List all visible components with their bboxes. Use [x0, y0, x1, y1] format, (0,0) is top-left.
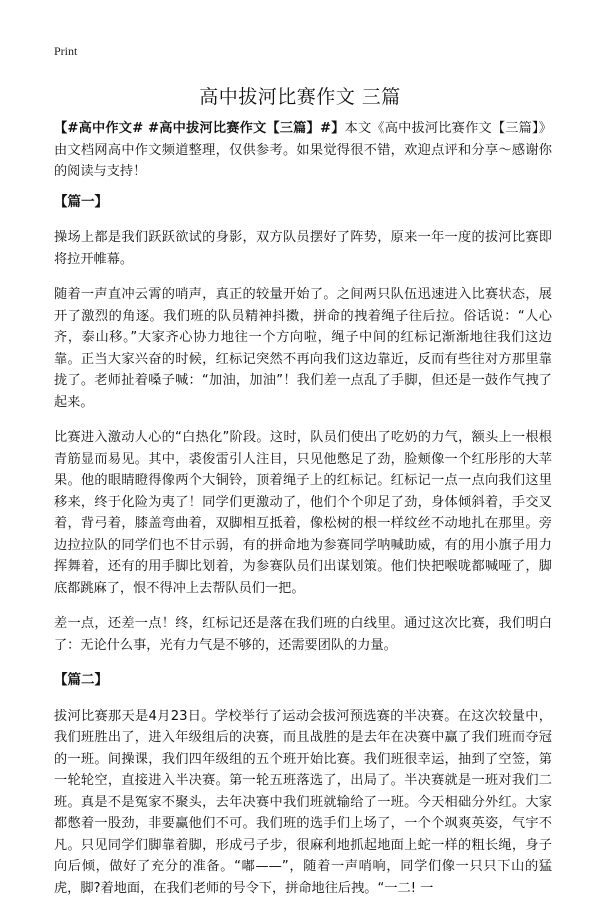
section-1-paragraph-2: 随着一声直冲云霄的哨声，真正的较量开始了。之间两只队伍迅速进入比赛状态，展开了激烈的角逐。我们班的队员精神抖擞，拼命的拽着绳子往后拉。俗话说：“人心齐，泰山移。”大家齐心协力地往一个方向啦，绳子中间的红标记渐渐地往我们这边靠。正当大家兴奋的时候，红标记突然不再向我们这边靠近，反而有些往对方那里靠拢了。老师扯着嗓子喊：“加油，加油”！我们差一点乱了手脚，但还是一鼓作气拽了起来。	[54, 287, 552, 410]
section-1-paragraph-1: 操场上都是我们跃跃欲试的身影，双方队员摆好了阵势，原来一年一度的拔河比赛即将拉开帷幕。	[54, 230, 552, 267]
intro-text: 本文《高中拔河比赛作文【三篇】》由文档网高中作文频道整理，仅供参考。如果觉得很不错，欢迎点评和分享～感谢你的阅读与支持！	[54, 121, 552, 179]
section-1-paragraph-3: 比赛进入激动人心的“白热化”阶段。这时，队员们使出了吃奶的力气，额头上一根根青筋显而易见。其中，裘俊雷引人注目，只见他憋足了劲，脸颊像一个红彤彤的大苹果。他的眼睛瞪得像两个大铜铃，顶着绳子上的红标记。红标记一点一点向我们这里移来，终于化险为夷了！同学们更激动了，他们个个卯足了劲，身体倾斜着，手交叉着，背弓着，膝盖弯曲着，双脚相互抵着，像松树的根一样纹丝不动地扎在那里。旁边拉拉队的同学们也不甘示弱，有的拼命地为参赛同学呐喊助威，有的用小旗子用力挥舞着，还有的用手脚比划着，为参赛队员们出谋划策。他们快把喉咙都喊哑了，脚底都跳麻了，恨不得冲上去帮队员们一把。	[54, 430, 552, 596]
document-title: 高中拔河比赛作文 三篇	[199, 86, 401, 108]
section-2-paragraph-1: 拔河比赛那天是4月23日。学校举行了运动会拔河预选赛的半决赛。在这次较量中，我们班胜出了，进入年级组后的决赛，而且战胜的是去年在决赛中赢了我们班而夺冠的一班。间操课，我们四年级组的五个班开始比赛。我们班很幸运，抽到了空签，第一轮轮空，直接进入半决赛。第一轮五班落选了，出局了。半决赛就是一班对我们二班。真是不是冤家不聚头，去年决赛中我们班就输给了一班。今天相础分外红。大家都憋着一股劲，非要赢他们不可。我们班的选手们上场了，一个个飒爽英姿，气宇不凡。只见同学们脚靠着脚，形成弓子步，很麻利地抓起地面上蛇一样的粗长绳，身子向后倾，做好了充分的准备。“嘟——”，随着一声哨响，同学们像一只只下山的猛虎，脚?着地面，在我们老师的号令下，拼命地往后拽。“一二! 一	[54, 708, 552, 896]
print-label: Print	[54, 44, 78, 58]
section-heading-1: 【篇一】	[54, 193, 108, 210]
section-1-paragraph-4: 差一点，还差一点！终，红标记还是落在我们班的白线里。通过这次比赛，我们明白了：无论什么事，光有力气是不够的，还需要团队的力量。	[54, 616, 552, 653]
intro-paragraph	[54, 118, 552, 183]
intro-tags: 【#高中作文# #高中拔河比赛作文【三篇】#】	[54, 121, 345, 136]
document-body	[54, 118, 552, 913]
section-heading-2: 【篇二】	[54, 672, 108, 688]
